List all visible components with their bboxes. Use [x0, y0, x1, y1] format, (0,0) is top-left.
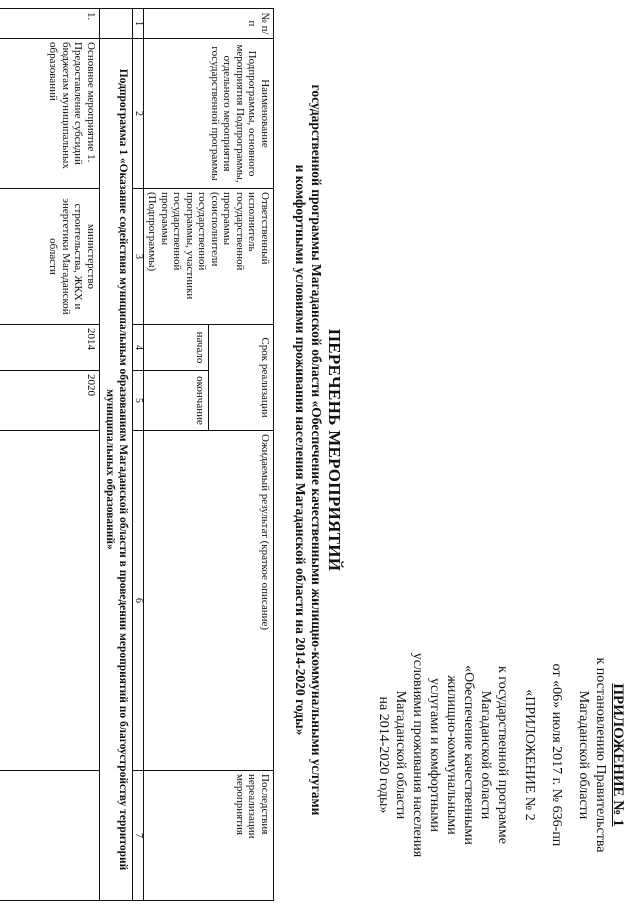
appendix-date-line: от «06» июля 2017 г. № 636-пп	[549, 663, 564, 847]
appendix-to-decree: к постановлению Правительства	[593, 657, 608, 853]
column-number: 4	[133, 325, 144, 371]
appendix-heading: ПРИЛОЖЕНИЕ № 1	[610, 683, 626, 827]
column-number: 2	[133, 39, 144, 189]
appendix-to-program: к государственной программе	[495, 666, 510, 844]
subprogram-title: Подпрограмма 1 «Оказание содействия муниципальным образованиям Магаданской области в проведении мероприятий по благоустройству территорий муниципальных образований»	[100, 39, 133, 901]
row-result	[0, 431, 100, 771]
row-num: 1.	[0, 9, 100, 39]
document-title-block	[292, 40, 344, 860]
table-row	[0, 9, 100, 901]
appendix-program-region: Магаданской области	[478, 690, 493, 820]
header-start: начало	[144, 325, 209, 371]
column-numbers-row	[133, 9, 144, 901]
appendix-sub-heading: «ПРИЛОЖЕНИЕ № 2	[522, 689, 537, 821]
row-start: 2014	[0, 325, 100, 371]
measures-table	[0, 8, 274, 901]
appendix-region: Магаданской области	[576, 690, 591, 820]
column-number: 7	[133, 771, 144, 901]
document-subtitle-line: государственной программы Магаданской области «Обеспечение качественными жилищно-коммунальными услугами	[309, 84, 324, 816]
column-number: 5	[133, 371, 144, 431]
row-name: Основное мероприятие 1. Предоставление субсидий бюджетам муниципальных образований	[0, 39, 100, 189]
header-executor: Ответственный исполнитель государственной программы (соисполнители государственной программы, участники государственной программы (Подпрограммы)	[144, 189, 274, 325]
subprogram-num-cell	[100, 9, 133, 39]
program-name-line: «Обеспечение качественными	[461, 665, 476, 845]
header-name: Наименование Подпрограммы, основного мероприятия Подпрограммы, отдельного мероприятия государственной программы	[144, 39, 274, 189]
column-number: 1	[133, 9, 144, 39]
program-name-line: на 2014-2020 годы»	[376, 696, 391, 814]
row-end: 2020	[0, 371, 100, 431]
column-number: 6	[133, 431, 144, 771]
row-executor: министерство строительства, ЖКХ и энергетики Магаданской области	[0, 189, 100, 325]
document-subtitle-line: и комфортными условиями проживания населения Магаданской области на 2014-2020 годы»	[293, 164, 308, 736]
header-num: № п/п	[144, 9, 274, 39]
header-term: Срок реализации	[209, 325, 274, 431]
header-result: Ожидаемый результат (краткое описание)	[144, 431, 274, 771]
row-consequences	[0, 771, 100, 901]
program-name-line: Магаданской области	[393, 690, 408, 820]
program-name-line: условиями проживания населения	[410, 652, 425, 858]
header-end: окончание	[144, 371, 209, 431]
column-number: 3	[133, 189, 144, 325]
header-consequences: Последствия нереализации мероприятия	[144, 771, 274, 901]
table-header-row	[209, 9, 274, 901]
appendix-block	[375, 640, 626, 870]
program-name-line: жилищно-коммунальными	[444, 675, 459, 835]
subprogram-row	[100, 9, 133, 901]
program-name-line: услугами и комфортными	[427, 678, 442, 832]
document-title: ПЕРЕЧЕНЬ МЕРОПРИЯТИЙ	[325, 328, 344, 572]
